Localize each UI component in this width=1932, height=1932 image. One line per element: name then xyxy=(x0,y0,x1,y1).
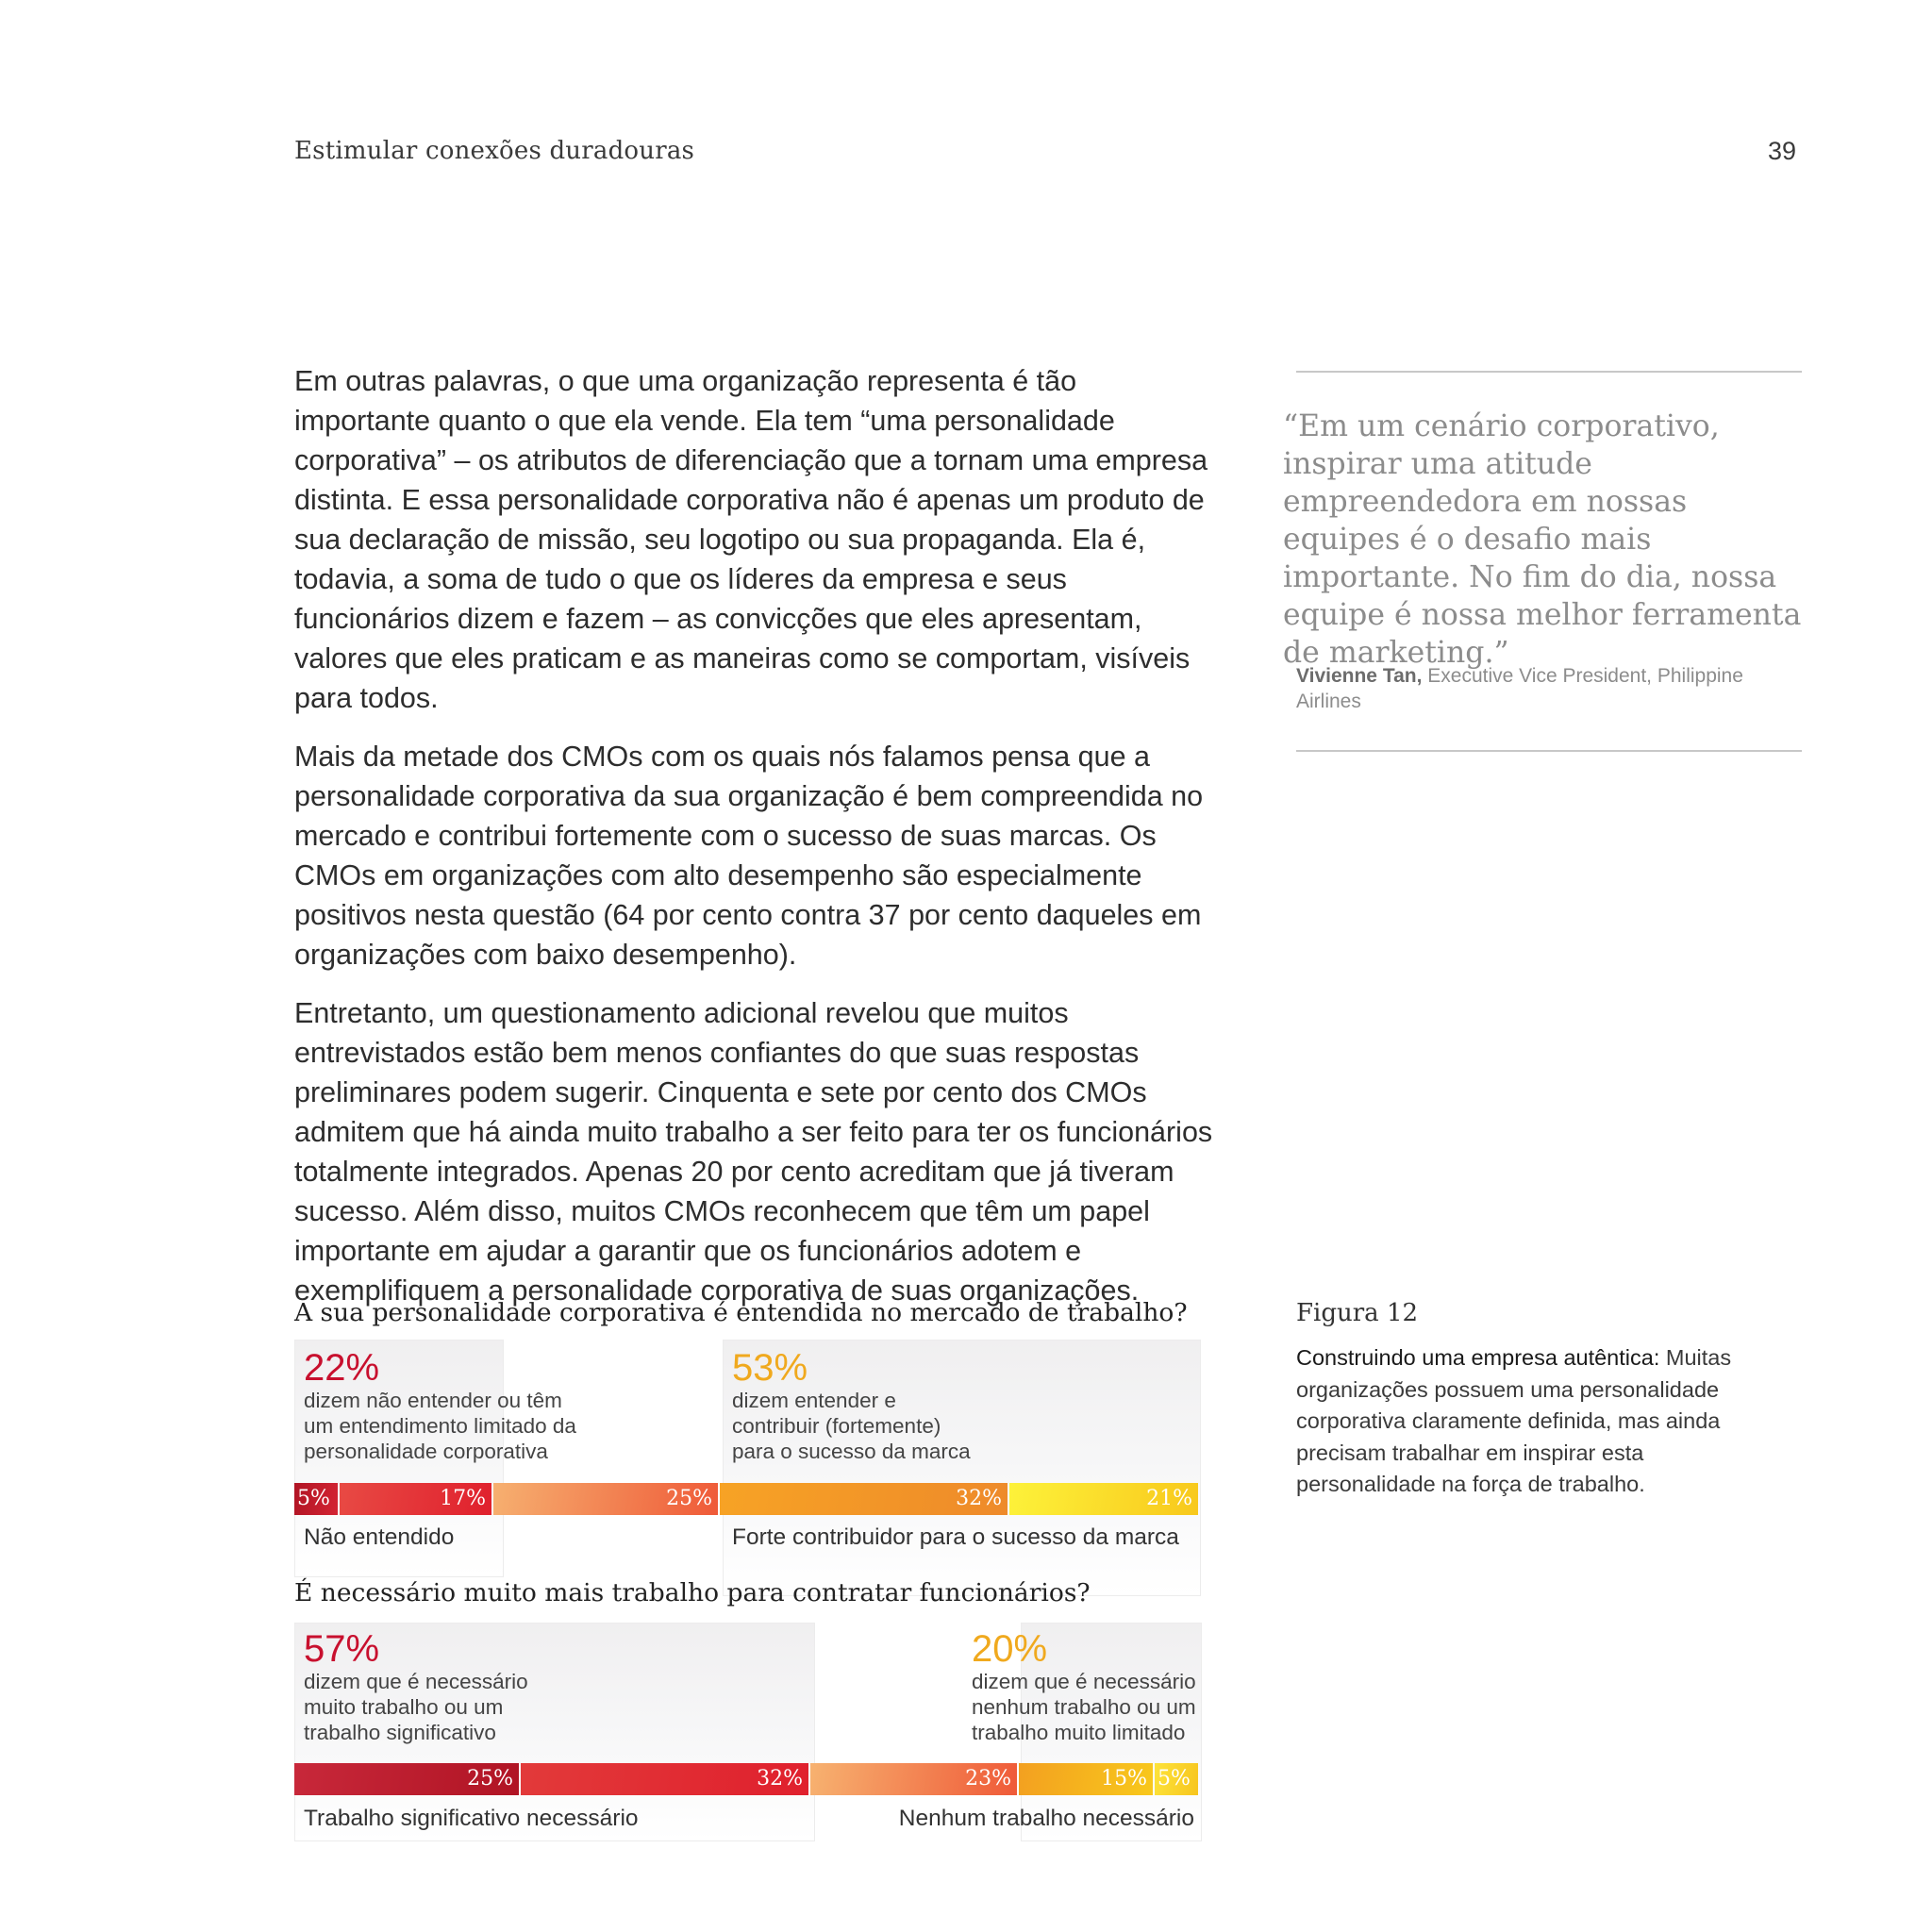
desc-line: para o sucesso da marca xyxy=(732,1440,971,1463)
paragraph: Mais da metade dos CMOs com os quais nós falamos pensa que a personalidade corporativa da sua organização é bem compreendida no mercado e contribui fortemente com o sucesso de suas marcas. Os CMOs em organizações com alto desempenho são especialmente positivos nesta questão (64 por cento contra 37 por cento daqueles em organizações com baixo desempenho). xyxy=(294,741,1204,971)
bar-value-label: 23% xyxy=(965,1767,1011,1790)
pull-quote: “Em um cenário corporativo, inspirar uma atitude empreendedora em nossas equipes é o desafio mais importante. No fim do dia, nossa equipe é nossa melhor ferramenta de marketing.” xyxy=(1283,409,1802,670)
chart1-stacked-bar xyxy=(294,1483,1200,1515)
bar-segment xyxy=(1155,1763,1198,1795)
bar-value-label: 5% xyxy=(1158,1767,1191,1790)
chart1-right-desc xyxy=(732,1388,971,1464)
bar-segment xyxy=(493,1483,718,1515)
bar-segment xyxy=(340,1483,491,1515)
chart2-title: É necessário muito mais trabalho para contratar funcionários? xyxy=(294,1578,1091,1607)
chart1-left-label: Não entendido xyxy=(304,1524,455,1550)
chart2-left-label: Trabalho significativo necessário xyxy=(304,1806,639,1831)
bar-segment xyxy=(294,1763,519,1795)
chart1-left-desc xyxy=(304,1388,576,1464)
chart1-left-pct: 22% xyxy=(304,1347,380,1389)
desc-line: dizem entender e xyxy=(732,1389,896,1412)
desc-line: trabalho significativo xyxy=(304,1721,496,1744)
paragraph: Entretanto, um questionamento adicional revelou que muitos entrevistados estão bem menos confiantes do que suas respostas preliminares podem sugerir. Cinquenta e sete por cento dos CMOs admitem que há ainda muito trabalho a ser feito para ter os funcionários totalmente integrados. Apenas 20 por cento acreditam que já tiveram sucesso. Além disso, muitos CMOs reconhecem que têm um papel importante em ajudar a garantir que os funcionários adotem e exemplifiquem a personalidade corporativa de suas organizações. xyxy=(294,997,1213,1307)
bar-value-label: 17% xyxy=(440,1487,486,1510)
quote-attribution xyxy=(1296,663,1802,714)
bar-segment xyxy=(720,1483,1008,1515)
quote-top-rule xyxy=(1296,371,1802,373)
bar-segment xyxy=(1019,1763,1153,1795)
body-text xyxy=(294,361,1219,1329)
bar-segment xyxy=(810,1763,1017,1795)
chart2-stacked-bar xyxy=(294,1763,1200,1795)
desc-line: contribuir (fortemente) xyxy=(732,1414,941,1438)
chart2-left-pct: 57% xyxy=(304,1628,380,1670)
chart1-right-pct: 53% xyxy=(732,1347,808,1389)
bar-segment xyxy=(294,1483,338,1515)
quote-bottom-rule xyxy=(1296,750,1802,752)
chart1-title: A sua personalidade corporativa é entendida no mercado de trabalho? xyxy=(294,1298,1188,1327)
paragraph: Em outras palavras, o que uma organização representa é tão importante quanto o que ela vende. Ela tem “uma personalidade corporativa” – os atributos de diferenciação que a tornam uma empresa distinta. E essa personalidade corporativa não é apenas um produto de sua declaração de missão, seu logotipo ou sua propaganda. Ela é, todavia, a soma de tudo o que os líderes da empresa e seus funcionários dizem e fazem – as convicções que eles apresentam, valores que eles praticam e as maneiras como se comportam, visíveis para todos. xyxy=(294,365,1208,714)
desc-line: dizem que é necessário xyxy=(304,1670,528,1693)
bar-value-label: 21% xyxy=(1146,1487,1192,1510)
bar-value-label: 15% xyxy=(1101,1767,1147,1790)
attribution-role: Executive Vice President, Philippine Airlines xyxy=(1296,665,1743,712)
desc-line: dizem que é necessário xyxy=(972,1670,1196,1693)
chart1-right-label: Forte contribuidor para o sucesso da marca xyxy=(732,1524,1179,1550)
desc-line: dizem não entender ou têm xyxy=(304,1389,562,1412)
desc-line: um entendimento limitado da xyxy=(304,1414,576,1438)
desc-line: personalidade corporativa xyxy=(304,1440,548,1463)
figure-label: Figura 12 xyxy=(1296,1299,1419,1327)
caption-bold: Construindo uma empresa autêntica: xyxy=(1296,1345,1660,1370)
desc-line: trabalho muito limitado xyxy=(972,1721,1186,1744)
chart2-right-pct: 20% xyxy=(972,1628,1048,1670)
page-number: 39 xyxy=(1767,137,1796,165)
figure-caption xyxy=(1296,1342,1787,1501)
chart2-right-desc xyxy=(972,1669,1196,1745)
chart2-right-label: Nenhum trabalho necessário xyxy=(898,1806,1194,1831)
bar-value-label: 32% xyxy=(956,1487,1002,1510)
chart2-left-desc xyxy=(304,1669,528,1745)
desc-line: muito trabalho ou um xyxy=(304,1695,504,1719)
bar-value-label: 25% xyxy=(666,1487,712,1510)
running-head: Estimular conexões duradouras xyxy=(294,137,695,165)
bar-segment xyxy=(1009,1483,1198,1515)
bar-segment xyxy=(521,1763,808,1795)
bar-value-label: 32% xyxy=(757,1767,803,1790)
desc-line: nenhum trabalho ou um xyxy=(972,1695,1196,1719)
bar-value-label: 5% xyxy=(297,1487,330,1510)
caption-text: Muitas organizações possuem uma personalidade corporativa claramente definida, mas ainda precisam trabalhar em inspirar esta personalidade na força de trabalho. xyxy=(1296,1345,1732,1496)
attribution-name: Vivienne Tan, xyxy=(1296,665,1423,687)
bar-value-label: 25% xyxy=(467,1767,513,1790)
